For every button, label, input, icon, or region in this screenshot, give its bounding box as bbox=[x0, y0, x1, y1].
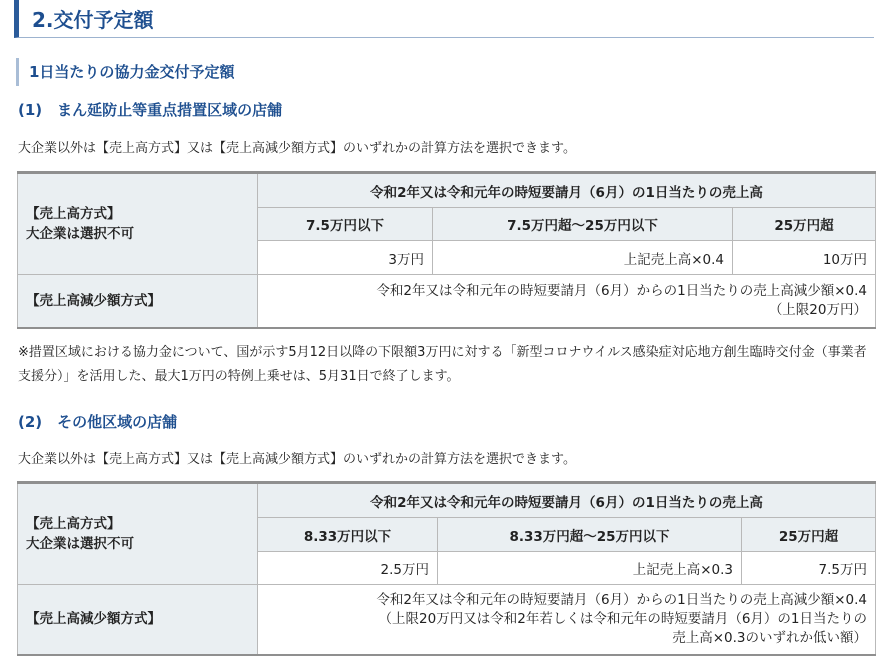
block2-sales-method-label: 【売上高方式】 bbox=[26, 516, 121, 532]
block1-formula-line1: 令和2年又は令和元年の時短要請月（6月）からの1日当たりの売上高減少額×0.4 bbox=[376, 282, 867, 299]
block1-col-header-1: 7.5万円以下 bbox=[258, 208, 433, 241]
block2-row-label-decrease: 【売上高減少額方式】 bbox=[18, 585, 258, 655]
block2-value-3: 7.5万円 bbox=[742, 552, 876, 585]
note-text: ※措置区域における協力金について、国が示す5月12日以降の下限額3万円に対する「新型コロナウイルス感染症対応地方創生臨時交付金（事業者支援分）」を活用した、最大1万円の特例上乗せは、5月31日で終了します。 bbox=[18, 345, 867, 384]
block1-header-span: 令和2年又は令和元年の時短要請月（6月）の1日当たりの売上高 bbox=[258, 173, 876, 208]
block2-col-header-1: 8.33万円以下 bbox=[258, 518, 438, 552]
block1-value-3: 10万円 bbox=[733, 241, 876, 275]
block1-value-2: 上記売上高×0.4 bbox=[433, 241, 733, 275]
block2-value-1: 2.5万円 bbox=[258, 552, 438, 585]
block1-sales-method-label: 【売上高方式】 bbox=[26, 206, 121, 222]
block1-value-1: 3万円 bbox=[258, 241, 433, 275]
block2-formula-line1: 令和2年又は令和元年の時短要請月（6月）からの1日当たりの売上高減少額×0.4 bbox=[376, 591, 867, 608]
block2-sales-method-note: 大企業は選択不可 bbox=[26, 536, 134, 552]
block1-formula-line2: （上限20万円） bbox=[768, 301, 867, 318]
block2-row-label-sales bbox=[18, 483, 258, 585]
block1-col-header-2: 7.5万円超～25万円以下 bbox=[433, 208, 733, 241]
subsection-title: 1日当たりの協力金交付予定額 bbox=[29, 63, 235, 81]
block2-col-header-2: 8.33万円超～25万円以下 bbox=[438, 518, 742, 552]
block2-col-header-3: 25万円超 bbox=[742, 518, 876, 552]
block1-row-label-decrease: 【売上高減少額方式】 bbox=[18, 275, 258, 328]
block2-table bbox=[17, 481, 876, 656]
block2-value-2: 上記売上高×0.3 bbox=[438, 552, 742, 585]
block1-table bbox=[17, 171, 876, 329]
block1-heading: (1) まん延防止等重点措置区域の店舗 bbox=[18, 101, 283, 119]
block2-heading: (2) その他区域の店舗 bbox=[18, 413, 178, 431]
block1-intro: 大企業以外は【売上高方式】又は【売上高減少額方式】のいずれかの計算方法を選択できます。 bbox=[18, 141, 576, 156]
block1-formula bbox=[258, 275, 876, 328]
block2-header-span: 令和2年又は令和元年の時短要請月（6月）の1日当たりの売上高 bbox=[258, 483, 876, 518]
block2-formula-line2: （上限20万円又は令和2年若しくは令和元年の時短要請月（6月）の1日当たりの bbox=[378, 610, 867, 627]
block2-formula-line3: 売上高×0.3のいずれか低い額） bbox=[672, 629, 867, 646]
section-title: 2.交付予定額 bbox=[32, 8, 154, 32]
block1-row-label-sales bbox=[18, 173, 258, 275]
block2-formula bbox=[258, 585, 876, 655]
block1-sales-method-note: 大企業は選択不可 bbox=[26, 226, 134, 242]
subsection-heading bbox=[16, 58, 234, 86]
section-heading bbox=[14, 0, 874, 38]
block1-col-header-3: 25万円超 bbox=[733, 208, 876, 241]
block2-intro: 大企業以外は【売上高方式】又は【売上高減少額方式】のいずれかの計算方法を選択できます。 bbox=[18, 452, 576, 467]
